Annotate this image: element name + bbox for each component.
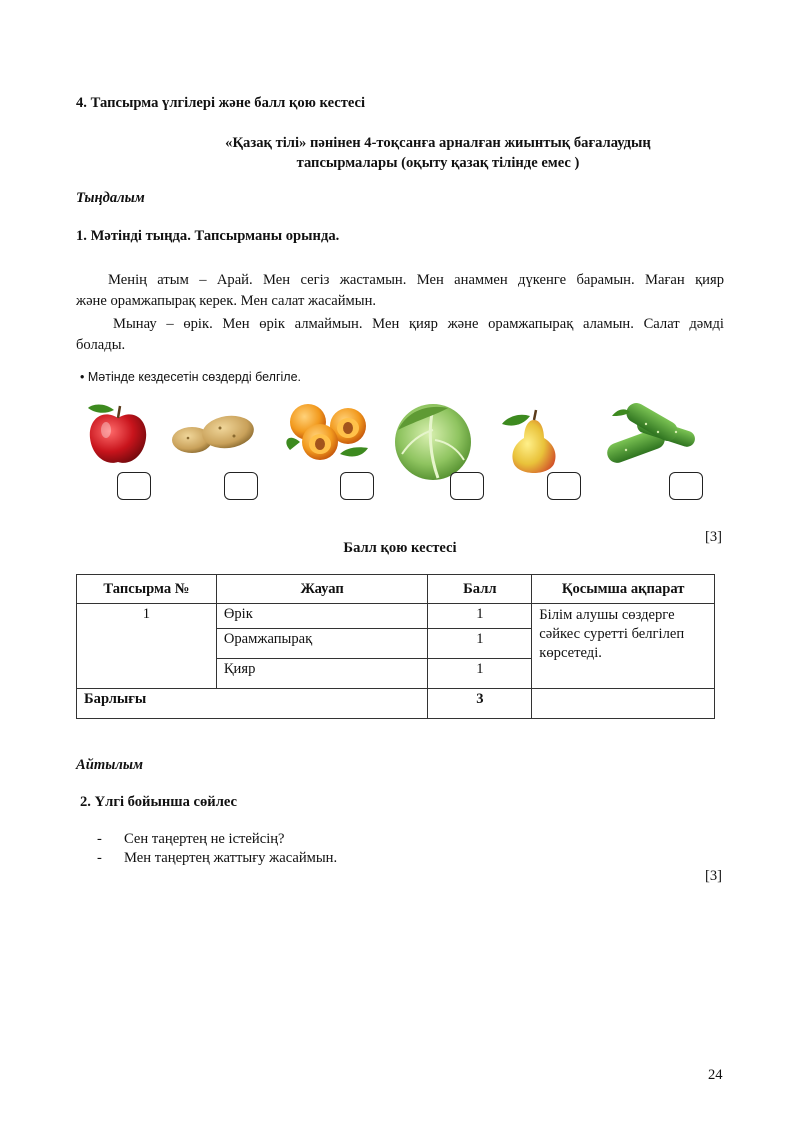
listening-task-title: 1. Мәтінді тыңда. Тапсырманы орында. [76,228,340,244]
speaking-task-title: 2. Үлгі бойынша сөйлес [80,794,238,810]
checkbox-potato[interactable] [224,472,258,500]
header-task-no: Тапсырма № [77,575,217,604]
extra-info-cell: Білім алушы сөздерге сәйкес суретті белгілеп көрсетеді. [532,604,715,689]
para1-line2: және орамжапырақ керек. Мен салат жасаймын. [76,293,377,309]
cucumber-icon [596,402,700,472]
checkbox-cucumber[interactable] [669,472,703,500]
pear-icon [500,408,562,476]
listening-paragraph-2 [76,314,724,356]
para2-line1: Мынау – өрік. Мен өрік алмаймын. Мен қияр және орамжапырақ аламын. Салат дәмді [113,316,724,332]
para1-line1: Менің атым – Арай. Мен сегіз жастамын. Мен анаммен дүкенге барамын. Маған қияр [108,272,724,288]
checkbox-apple[interactable] [117,472,151,500]
page-number: 24 [708,1067,723,1083]
answer-cell: Орамжапырақ [216,629,428,659]
instruction: • Мәтінде кездесетін сөздерді белгіле. [80,370,302,384]
dash: - [97,850,102,866]
potato-icon [170,410,258,456]
dialogue-line-1 [97,831,285,848]
total-label-cell: Барлығы [77,689,428,719]
header-answer: Жауап [216,575,428,604]
speaking-label: Айтылым [76,757,143,773]
points-cell: 1 [428,659,532,689]
table-header-row [77,575,715,604]
dialogue-line-2 [97,850,337,867]
table-row [77,604,715,629]
listening-label: Тыңдалым [76,190,145,206]
dialogue-text: Мен таңертең жаттығу жасаймын. [124,850,338,866]
answer-cell: Өрік [216,604,428,629]
score-table-title: Балл қою кестесі [343,540,457,556]
checkbox-cabbage[interactable] [450,472,484,500]
apple-icon [82,400,154,468]
dash: - [97,831,102,847]
score-table [76,574,715,719]
speaking-score-mark: [3] [705,868,723,884]
task-number-cell: 1 [77,604,217,689]
answer-cell: Қияр [216,659,428,689]
doc-heading-line1: «Қазақ тілі» пәнінен 4-тоқсанға арналған жиынтық бағалаудың [225,135,651,151]
table-total-row [77,689,715,719]
points-cell: 1 [428,629,532,659]
points-cell: 1 [428,604,532,629]
total-points-cell: 3 [428,689,532,719]
cabbage-icon [388,400,478,482]
header-points: Балл [428,575,532,604]
listening-score-mark: [3] [705,529,723,545]
checkbox-apricot[interactable] [340,472,374,500]
para2-line2: болады. [76,337,126,353]
apricot-icon [280,402,374,464]
total-extra-cell [532,689,715,719]
checkbox-pear[interactable] [547,472,581,500]
doc-heading-line2: тапсырмалары (оқыту қазақ тілінде емес ) [296,155,580,171]
section-title: 4. Тапсырма үлгілері және балл қою кестесі [76,95,366,111]
doc-heading [76,133,800,173]
listening-paragraph-1 [76,270,724,312]
header-extra-info: Қосымша ақпарат [532,575,715,604]
dialogue-text: Сен таңертең не істейсің? [124,831,285,847]
